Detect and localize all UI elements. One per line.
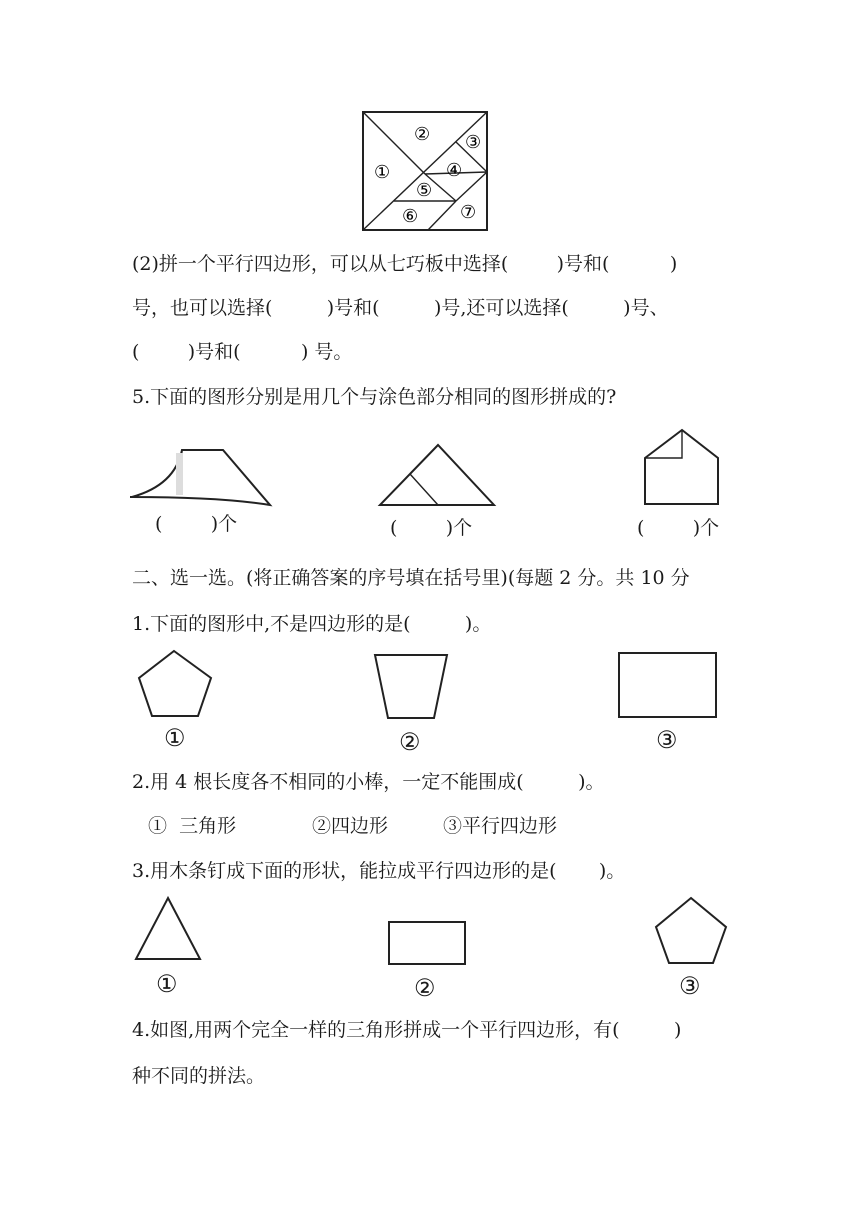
s2q3-rectangle-shape: [387, 920, 469, 966]
s2q3-mark-2: ②: [414, 974, 436, 1002]
q5-trapezoid-shape: [130, 445, 275, 510]
q5-caption-3: ( )个: [637, 517, 720, 539]
q4-2-line-1: (2)拼一个平行四边形，可以从七巧板中选择( )号和( ): [132, 253, 678, 275]
s2q1-pentagon-shape: [136, 648, 216, 720]
section-2-title: 二、选一选。(将正确答案的序号填在括号里)(每题 2 分。共 10 分: [132, 567, 690, 589]
s2q1-rectangle-shape: [617, 651, 719, 719]
s2q3-pentagon-shape: [653, 895, 729, 967]
s2q1-mark-1: ①: [164, 724, 186, 752]
s2q3-title: 3.用木条钉成下面的形状，能拉成平行四边形的是( )。: [132, 860, 626, 882]
s2q1-trapezoid-shape: [372, 652, 450, 722]
tangram-label-4: ④: [446, 160, 463, 181]
tangram-label-2: ②: [414, 124, 431, 145]
s2q3-mark-3: ③: [679, 972, 701, 1000]
q4-2-line-2: 号，也可以选择( )号和( )号,还可以选择( )号、: [132, 297, 669, 319]
tangram-label-6: ⑥: [402, 206, 419, 227]
s2q3-triangle-shape: [133, 895, 203, 963]
tangram-label-7: ⑦: [460, 202, 477, 223]
s2q1-title: 1.下面的图形中,不是四边形的是( )。: [132, 613, 492, 635]
q5-triangle-shape: [378, 443, 498, 508]
q4-2-line-3: ( )号和( ) 号。: [132, 341, 353, 363]
s2q1-mark-3: ③: [656, 726, 678, 754]
s2q3-mark-1: ①: [156, 970, 178, 998]
tangram-label-5: ⑤: [416, 180, 433, 201]
q5-pentagon-shape: [642, 428, 722, 508]
tangram-label-3: ③: [465, 132, 482, 153]
s2q2-option-3: ③平行四边形: [443, 815, 558, 837]
s2q2-option-1: ① 三角形: [148, 815, 237, 837]
q5-title: 5.下面的图形分别是用几个与涂色部分相同的图形拼成的?: [132, 386, 617, 408]
tangram-label-1: ①: [374, 162, 391, 183]
q5-caption-1: ( )个: [155, 513, 238, 535]
s2q4-line-2: 种不同的拼法。: [132, 1065, 266, 1087]
s2q1-mark-2: ②: [399, 728, 421, 756]
s2q4-line-1: 4.如图,用两个完全一样的三角形拼成一个平行四边形，有( ): [132, 1019, 682, 1041]
s2q2-title: 2.用 4 根长度各不相同的小棒，一定不能围成( )。: [132, 771, 605, 793]
tangram-figure: [360, 110, 490, 232]
s2q2-option-2: ②四边形: [312, 815, 389, 837]
q5-caption-2: ( )个: [390, 517, 473, 539]
